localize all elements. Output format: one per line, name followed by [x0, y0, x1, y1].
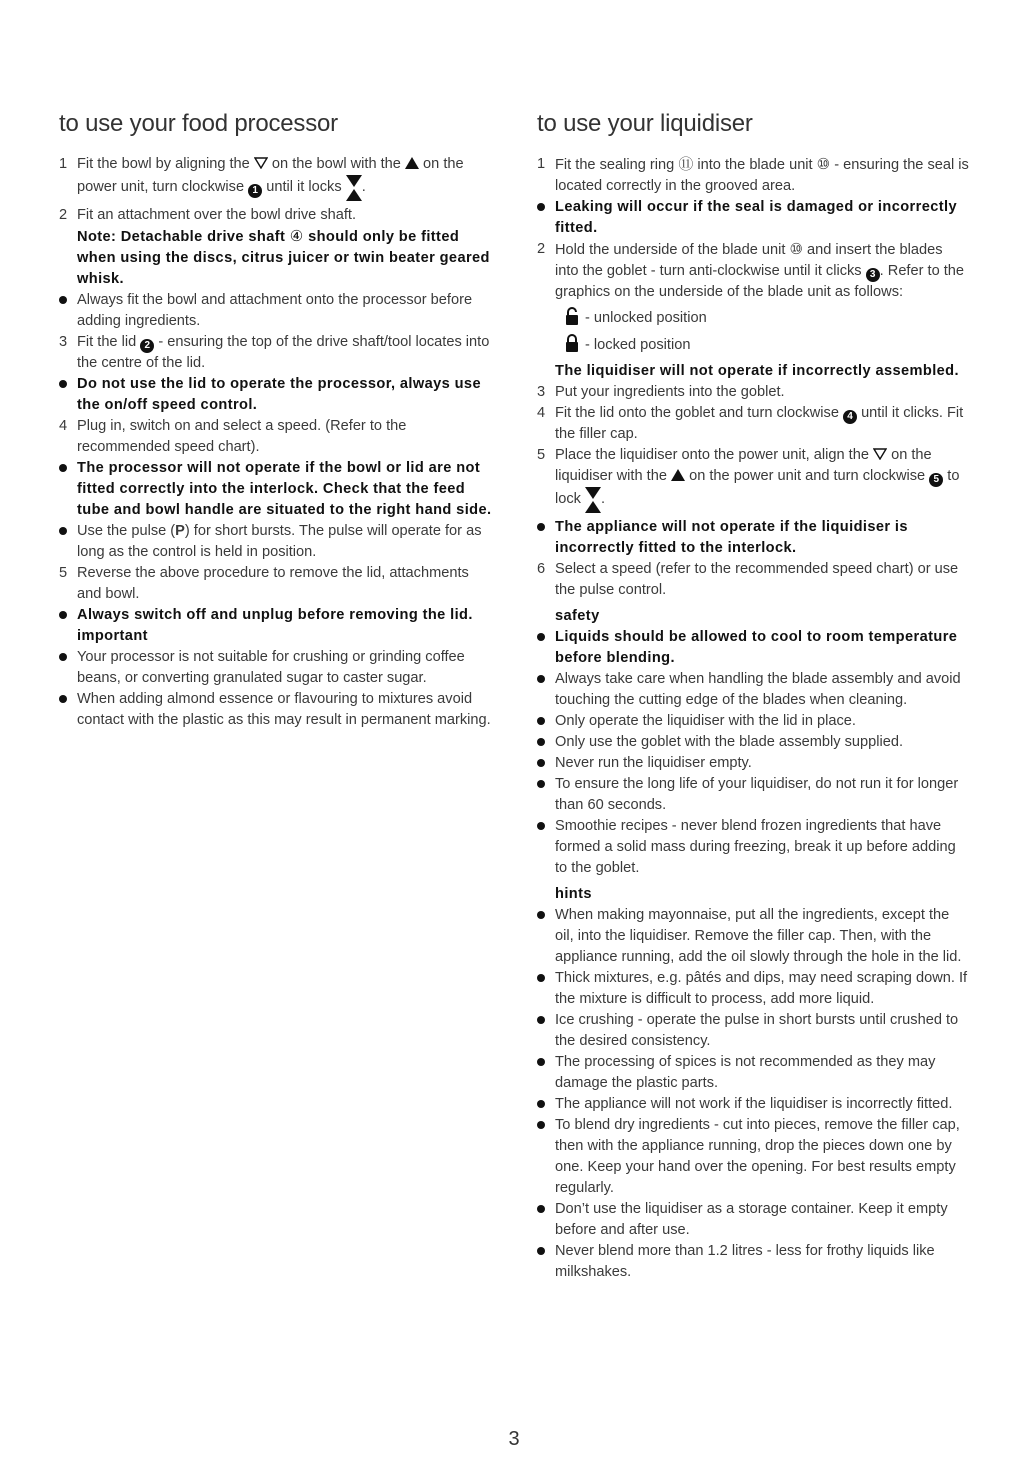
triangle-up-solid-icon	[405, 157, 419, 169]
bullet-icon	[59, 464, 67, 472]
triangle-down-outline-icon	[254, 157, 268, 169]
circled-number-icon: 4	[843, 410, 857, 424]
bullet-icon	[537, 203, 545, 211]
list-item: Never run the liquidiser empty.	[537, 753, 970, 774]
list-item: To ensure the long life of your liquidiser, do not run it for longer than 60 seconds.	[537, 774, 970, 816]
step-1: 1 Fit the bowl by aligning the on the bowl with the on the power unit, turn clockwise 1 until it locks .	[59, 154, 492, 201]
step-4: 4 Plug in, switch on and select a speed. (Refer to the recommended speed chart).	[59, 418, 407, 455]
bullet-icon	[537, 1100, 545, 1108]
list-item: Liquids should be allowed to cool to room temperature before blending.	[537, 627, 970, 669]
list-item: Only operate the liquidiser with the lid in place.	[537, 711, 970, 732]
bullet-icon	[537, 633, 545, 641]
list-item: Never blend more than 1.2 litres - less for frothy liquids like milkshakes.	[537, 1241, 970, 1283]
locked-row: - locked position	[537, 332, 970, 359]
triangle-up-solid-icon	[671, 469, 685, 481]
important-heading: important	[77, 628, 148, 644]
step-3: 3 Fit the lid 2 - ensuring the top of the drive shaft/tool locates into the centre of the lid.	[59, 334, 490, 371]
safety-heading: safety	[555, 608, 600, 624]
bullet-icon	[537, 780, 545, 788]
list-item: Ice crushing - operate the pulse in short bursts until crushed to the desired consistency.	[537, 1010, 970, 1052]
bullet-item: Use the pulse (P) for short bursts. The pulse will operate for as long as the control is held in position.	[59, 521, 492, 563]
list-item: Smoothie recipes - never blend frozen ingredients that have formed a solid mass during freezing, break it up before adding to the goblet.	[537, 816, 970, 879]
bullet-icon	[537, 675, 545, 683]
bullet-item: Always fit the bowl and attachment onto the processor before adding ingredients.	[59, 290, 492, 332]
bullet-icon	[537, 738, 545, 746]
list-item: When making mayonnaise, put all the ingredients, except the oil, into the liquidiser. Remove the filler cap. Then, with the appliance running, add the oil slowly through the hole in the lid.	[537, 905, 970, 968]
step-2: 2 Hold the underside of the blade unit ⑩ and insert the blades into the goblet - turn anti-clockwise until it clicks 3 . Refer to the graphics on the underside of the blade unit as follows:	[537, 241, 965, 300]
unlocked-row: - unlocked position	[537, 305, 970, 332]
circled-number-icon: 5	[929, 473, 943, 487]
circled-number-icon: 1	[248, 184, 262, 198]
bullet-item-bold: Always switch off and unplug before removing the lid.	[59, 605, 492, 626]
bullet-icon	[537, 1058, 545, 1066]
bullet-icon	[537, 759, 545, 767]
page-number: 3	[508, 1428, 520, 1450]
bullet-icon	[59, 296, 67, 304]
liquidiser-section	[537, 110, 970, 1283]
triangle-down-outline-icon	[873, 448, 887, 460]
list-item: Thick mixtures, e.g. pâtés and dips, may need scraping down. If the mixture is difficult to process, add more liquid.	[537, 968, 970, 1010]
bullet-icon	[537, 974, 545, 982]
step-3: 3 Put your ingredients into the goblet.	[537, 384, 785, 400]
list-item: Only use the goblet with the blade assembly supplied.	[537, 732, 970, 753]
bold-note: The liquidiser will not operate if incorrectly assembled.	[555, 363, 959, 379]
bullet-icon	[59, 695, 67, 703]
safety-list	[537, 627, 970, 879]
bullet-item-bold: Leaking will occur if the seal is damaged or incorrectly fitted.	[537, 197, 970, 239]
section-title: to use your food processor	[59, 110, 338, 137]
lock-arrows-icon	[346, 175, 362, 201]
section-title: to use your liquidiser	[537, 110, 753, 137]
bullet-icon	[537, 523, 545, 531]
list-item: Always take care when handling the blade assembly and avoid touching the cutting edge of the blades when cleaning.	[537, 669, 970, 711]
step-2: 2 Fit an attachment over the bowl drive shaft.	[59, 207, 357, 223]
step-6: 6 Select a speed (refer to the recommended speed chart) or use the pulse control.	[537, 561, 959, 598]
bullet-icon	[537, 822, 545, 830]
hints-heading: hints	[555, 886, 592, 902]
lock-arrows-icon	[585, 487, 601, 513]
bullet-icon	[59, 611, 67, 619]
food-processor-section	[59, 110, 492, 731]
list-item: The appliance will not work if the liquidiser is incorrectly fitted.	[537, 1094, 970, 1115]
bullet-icon	[537, 1016, 545, 1024]
step-5: 5 Reverse the above procedure to remove the lid, attachments and bowl.	[59, 565, 469, 602]
step-1: 1 Fit the sealing ring ⑪ into the blade unit ⑩ - ensuring the seal is located correctly in the grooved area.	[537, 156, 969, 194]
list-item: Don’t use the liquidiser as a storage container. Keep it empty before and after use.	[537, 1199, 970, 1241]
bullet-item: When adding almond essence or flavouring to mixtures avoid contact with the plastic as this may result in permanent marking.	[59, 689, 492, 731]
bullet-item-bold: Do not use the lid to operate the processor, always use the on/off speed control.	[59, 374, 492, 416]
bullet-item-bold: The processor will not operate if the bowl or lid are not fitted correctly into the interlock. Check that the feed tube and bowl handle are situated to the right hand side.	[59, 458, 492, 521]
bullet-icon	[59, 527, 67, 535]
bullet-item-bold: The appliance will not operate if the liquidiser is incorrectly fitted to the interlock.	[537, 517, 970, 559]
bullet-icon	[537, 717, 545, 725]
hints-list	[537, 905, 970, 1283]
bullet-icon	[59, 380, 67, 388]
step-5: 5 Place the liquidiser onto the power unit, align the on the liquidiser with the on the power unit and turn clockwise 5 to lock .	[537, 445, 970, 513]
bullet-icon	[537, 911, 545, 919]
bullet-icon	[537, 1247, 545, 1255]
locked-padlock-icon	[565, 334, 579, 352]
bullet-icon	[537, 1121, 545, 1129]
circled-number-icon: 3	[866, 268, 880, 282]
bullet-icon	[537, 1205, 545, 1213]
unlocked-padlock-icon	[565, 307, 579, 325]
circled-number-icon: 2	[140, 339, 154, 353]
list-item: To blend dry ingredients - cut into pieces, remove the filler cap, then with the appliance running, drop the pieces down one by one. Keep your hand over the opening. For best results empty regularly.	[537, 1115, 970, 1199]
list-item: The processing of spices is not recommended as they may damage the plastic parts.	[537, 1052, 970, 1094]
bullet-icon	[59, 653, 67, 661]
step-4: 4 Fit the lid onto the goblet and turn clockwise 4 until it clicks. Fit the filler cap.	[537, 405, 964, 442]
note-drive-shaft: Note: Detachable drive shaft ④ should only be fitted when using the discs, citrus juicer or twin beater geared whisk.	[77, 228, 490, 287]
bullet-item: Your processor is not suitable for crushing or grinding coffee beans, or converting granulated sugar to caster sugar.	[59, 647, 492, 689]
